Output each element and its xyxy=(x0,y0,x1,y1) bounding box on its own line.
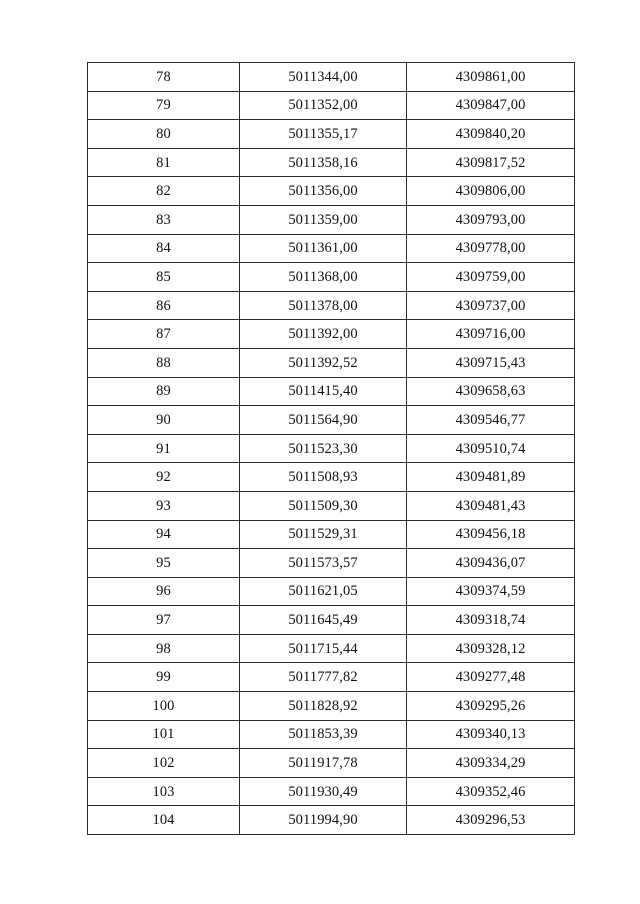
table-row xyxy=(88,120,575,149)
point-number-cell: 102 xyxy=(88,749,240,778)
point-number-cell: 90 xyxy=(88,406,240,435)
y-coordinate-cell: 4309340,13 xyxy=(407,720,575,749)
x-coordinate-cell: 5011344,00 xyxy=(240,63,407,92)
table-row xyxy=(88,520,575,549)
x-coordinate-cell: 5011361,00 xyxy=(240,234,407,263)
table-row xyxy=(88,377,575,406)
point-number-cell: 97 xyxy=(88,606,240,635)
y-coordinate-cell: 4309806,00 xyxy=(407,177,575,206)
y-coordinate-cell: 4309352,46 xyxy=(407,777,575,806)
table-row xyxy=(88,205,575,234)
x-coordinate-cell: 5011368,00 xyxy=(240,263,407,292)
point-number-cell: 94 xyxy=(88,520,240,549)
table-row xyxy=(88,749,575,778)
table-row xyxy=(88,63,575,92)
table-row xyxy=(88,263,575,292)
table-row xyxy=(88,434,575,463)
x-coordinate-cell: 5011828,92 xyxy=(240,692,407,721)
point-number-cell: 103 xyxy=(88,777,240,806)
y-coordinate-cell: 4309716,00 xyxy=(407,320,575,349)
table-row xyxy=(88,291,575,320)
x-coordinate-cell: 5011378,00 xyxy=(240,291,407,320)
table-row xyxy=(88,491,575,520)
x-coordinate-cell: 5011573,57 xyxy=(240,549,407,578)
x-coordinate-cell: 5011853,39 xyxy=(240,720,407,749)
x-coordinate-cell: 5011356,00 xyxy=(240,177,407,206)
x-coordinate-cell: 5011529,31 xyxy=(240,520,407,549)
point-number-cell: 104 xyxy=(88,806,240,835)
y-coordinate-cell: 4309456,18 xyxy=(407,520,575,549)
x-coordinate-cell: 5011917,78 xyxy=(240,749,407,778)
point-number-cell: 87 xyxy=(88,320,240,349)
x-coordinate-cell: 5011994,90 xyxy=(240,806,407,835)
table-row xyxy=(88,320,575,349)
y-coordinate-cell: 4309840,20 xyxy=(407,120,575,149)
point-number-cell: 93 xyxy=(88,491,240,520)
table-row xyxy=(88,406,575,435)
table-row xyxy=(88,806,575,835)
table-row xyxy=(88,634,575,663)
x-coordinate-cell: 5011358,16 xyxy=(240,148,407,177)
y-coordinate-cell: 4309715,43 xyxy=(407,348,575,377)
y-coordinate-cell: 4309328,12 xyxy=(407,634,575,663)
x-coordinate-cell: 5011930,49 xyxy=(240,777,407,806)
x-coordinate-cell: 5011645,49 xyxy=(240,606,407,635)
y-coordinate-cell: 4309334,29 xyxy=(407,749,575,778)
y-coordinate-cell: 4309436,07 xyxy=(407,549,575,578)
point-number-cell: 84 xyxy=(88,234,240,263)
y-coordinate-cell: 4309658,63 xyxy=(407,377,575,406)
y-coordinate-cell: 4309295,26 xyxy=(407,692,575,721)
x-coordinate-cell: 5011415,40 xyxy=(240,377,407,406)
y-coordinate-cell: 4309481,89 xyxy=(407,463,575,492)
x-coordinate-cell: 5011392,00 xyxy=(240,320,407,349)
x-coordinate-cell: 5011508,93 xyxy=(240,463,407,492)
y-coordinate-cell: 4309793,00 xyxy=(407,205,575,234)
table-row xyxy=(88,91,575,120)
point-number-cell: 85 xyxy=(88,263,240,292)
point-number-cell: 96 xyxy=(88,577,240,606)
coordinates-table-body xyxy=(88,63,575,835)
point-number-cell: 89 xyxy=(88,377,240,406)
point-number-cell: 81 xyxy=(88,148,240,177)
x-coordinate-cell: 5011777,82 xyxy=(240,663,407,692)
point-number-cell: 80 xyxy=(88,120,240,149)
y-coordinate-cell: 4309737,00 xyxy=(407,291,575,320)
coordinates-table xyxy=(87,62,575,835)
point-number-cell: 98 xyxy=(88,634,240,663)
point-number-cell: 88 xyxy=(88,348,240,377)
y-coordinate-cell: 4309861,00 xyxy=(407,63,575,92)
table-row xyxy=(88,692,575,721)
table-row xyxy=(88,777,575,806)
x-coordinate-cell: 5011355,17 xyxy=(240,120,407,149)
point-number-cell: 78 xyxy=(88,63,240,92)
y-coordinate-cell: 4309546,77 xyxy=(407,406,575,435)
x-coordinate-cell: 5011392,52 xyxy=(240,348,407,377)
point-number-cell: 91 xyxy=(88,434,240,463)
point-number-cell: 101 xyxy=(88,720,240,749)
point-number-cell: 100 xyxy=(88,692,240,721)
table-row xyxy=(88,148,575,177)
table-row xyxy=(88,348,575,377)
table-row xyxy=(88,577,575,606)
x-coordinate-cell: 5011509,30 xyxy=(240,491,407,520)
point-number-cell: 79 xyxy=(88,91,240,120)
y-coordinate-cell: 4309817,52 xyxy=(407,148,575,177)
point-number-cell: 95 xyxy=(88,549,240,578)
point-number-cell: 86 xyxy=(88,291,240,320)
y-coordinate-cell: 4309778,00 xyxy=(407,234,575,263)
x-coordinate-cell: 5011564,90 xyxy=(240,406,407,435)
table-row xyxy=(88,720,575,749)
table-row xyxy=(88,463,575,492)
point-number-cell: 99 xyxy=(88,663,240,692)
x-coordinate-cell: 5011621,05 xyxy=(240,577,407,606)
point-number-cell: 83 xyxy=(88,205,240,234)
y-coordinate-cell: 4309277,48 xyxy=(407,663,575,692)
table-row xyxy=(88,663,575,692)
table-row xyxy=(88,606,575,635)
y-coordinate-cell: 4309481,43 xyxy=(407,491,575,520)
x-coordinate-cell: 5011352,00 xyxy=(240,91,407,120)
y-coordinate-cell: 4309318,74 xyxy=(407,606,575,635)
y-coordinate-cell: 4309374,59 xyxy=(407,577,575,606)
y-coordinate-cell: 4309759,00 xyxy=(407,263,575,292)
point-number-cell: 92 xyxy=(88,463,240,492)
x-coordinate-cell: 5011359,00 xyxy=(240,205,407,234)
table-row xyxy=(88,177,575,206)
table-row xyxy=(88,549,575,578)
y-coordinate-cell: 4309296,53 xyxy=(407,806,575,835)
y-coordinate-cell: 4309510,74 xyxy=(407,434,575,463)
x-coordinate-cell: 5011715,44 xyxy=(240,634,407,663)
y-coordinate-cell: 4309847,00 xyxy=(407,91,575,120)
x-coordinate-cell: 5011523,30 xyxy=(240,434,407,463)
point-number-cell: 82 xyxy=(88,177,240,206)
table-row xyxy=(88,234,575,263)
